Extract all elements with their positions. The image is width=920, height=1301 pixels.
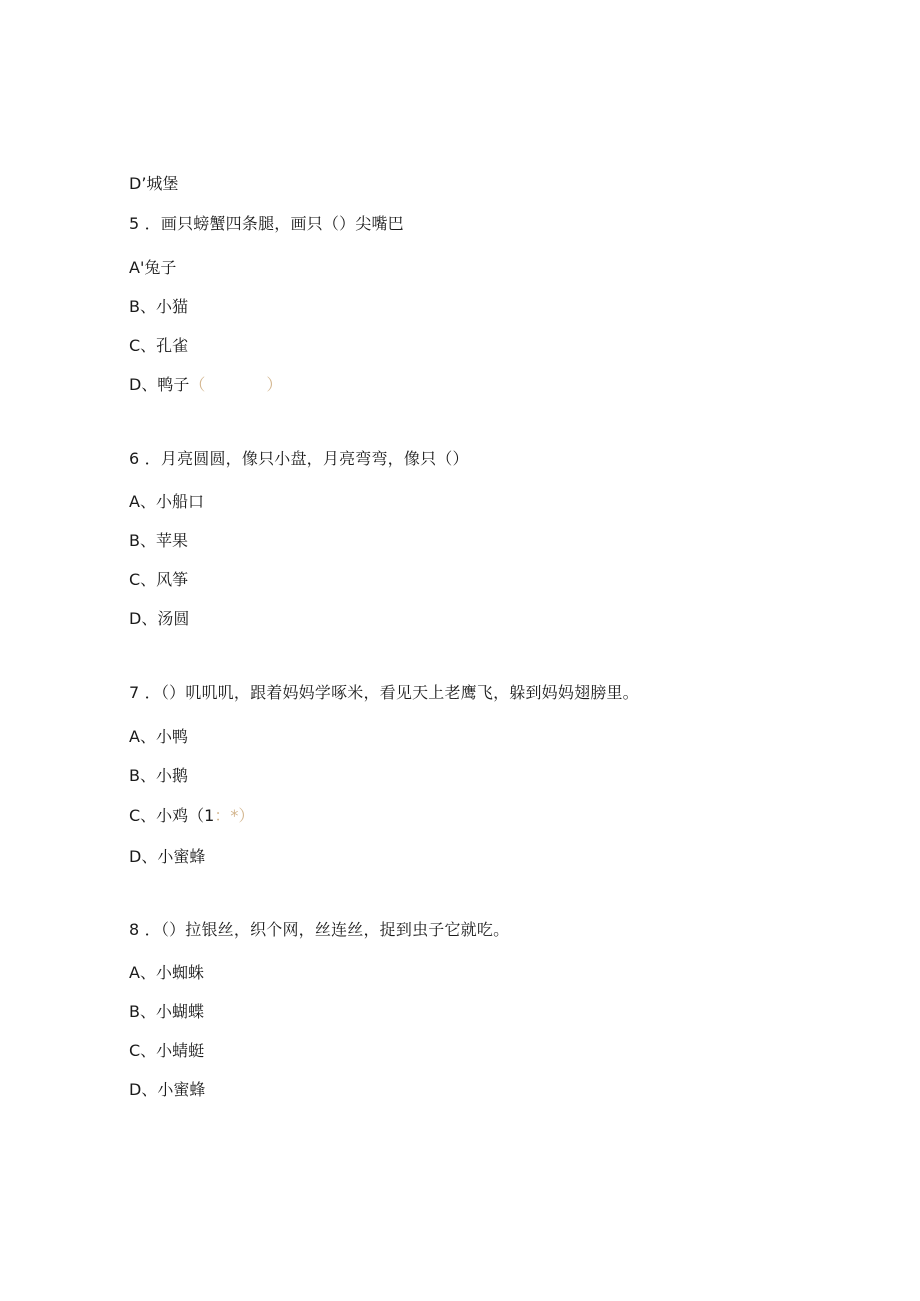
q4-option-d: D’城堡: [129, 174, 179, 193]
q7-option-c: [129, 806, 254, 826]
q8-option-a: A、小蜘蛛: [129, 963, 204, 982]
q6-option-a: A、小船口: [129, 492, 204, 511]
q7-stem: 7 ．（）叽叽叽，跟着妈妈学啄米，看见天上老鹰飞，躲到妈妈翅膀里。: [129, 683, 639, 702]
q5-option-b: B、小猫: [129, 297, 188, 316]
q8-option-b: B、小蝴蝶: [129, 1002, 204, 1021]
q5-stem: 5 ．画只螃蟹四条腿，画只（）尖嘴巴: [129, 214, 404, 233]
q8-stem: 8 ．（）拉银丝，织个网，丝连丝，捉到虫子它就吃。: [129, 920, 510, 939]
q7-option-a: A、小鸭: [129, 727, 188, 746]
q7-option-b: B、小鹅: [129, 766, 188, 785]
q6-option-c: C、风筝: [129, 570, 189, 589]
answer-bracket: （ ）: [189, 375, 283, 394]
q6-stem: 6 ．月亮圆圆，像只小盘，月亮弯弯，像只（）: [129, 449, 469, 468]
q5-option-a: A'兔子: [129, 258, 177, 277]
q7-option-d: D、小蜜蜂: [129, 847, 206, 866]
q8-option-d: D、小蜜蜂: [129, 1080, 206, 1099]
q5-option-d: [129, 375, 282, 395]
q8-option-c: C、小蜻蜓: [129, 1041, 205, 1060]
q5-option-d-text: D、鸭子: [129, 375, 190, 394]
q5-option-c: C、孔雀: [129, 336, 189, 355]
q6-option-d: D、汤圆: [129, 609, 190, 628]
answer-mark: ：*）: [214, 806, 255, 825]
q7-option-c-text: C、小鸡（1: [129, 806, 215, 825]
q6-option-b: B、苹果: [129, 531, 188, 550]
